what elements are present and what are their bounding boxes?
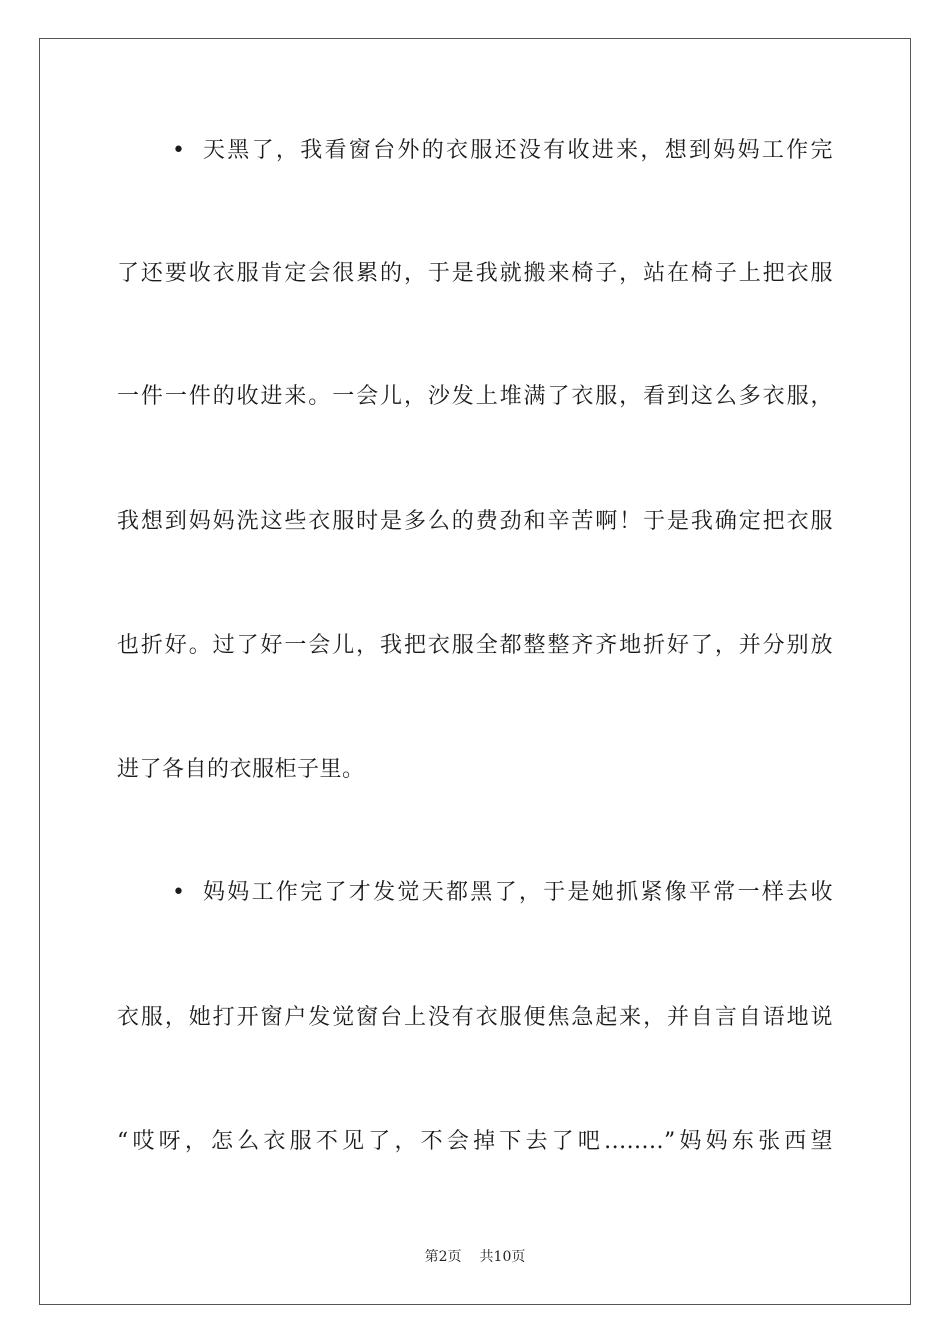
- paragraph-line: 妈妈工作完了才发觉天都黑了，于是她抓紧像平常一样去收: [203, 880, 833, 905]
- paragraph-line: 一件一件的收进来。一会儿，沙发上堆满了衣服，看到这么多衣服，: [117, 384, 833, 409]
- page-number: 第2页: [424, 1249, 462, 1265]
- page-total: 共10页: [479, 1249, 526, 1265]
- page-frame: [39, 38, 911, 1305]
- paragraph-line: 进了各自的衣服柜子里。: [117, 757, 365, 782]
- paragraph-line: 了还要收衣服肯定会很累的，于是我就搬来椅子，站在椅子上把衣服: [117, 261, 833, 286]
- paragraph-line: “哎呀，怎么衣服不见了，不会掉下去了吧........”妈妈东张西望: [117, 1129, 833, 1154]
- bullet: •: [172, 138, 185, 163]
- paragraph-line: 也折好。过了好一会儿，我把衣服全都整整齐齐地折好了，并分别放: [117, 633, 833, 658]
- page-footer: [0, 1247, 950, 1267]
- paragraph-line: 我想到妈妈洗这些衣服时是多么的费劲和辛苦啊！于是我确定把衣服: [117, 509, 833, 534]
- bullet: •: [172, 880, 185, 905]
- paragraph-line: 天黑了，我看窗台外的衣服还没有收进来，想到妈妈工作完: [203, 138, 833, 163]
- paragraph-line: 衣服，她打开窗户发觉窗台上没有衣服便焦急起来，并自言自语地说: [117, 1005, 833, 1030]
